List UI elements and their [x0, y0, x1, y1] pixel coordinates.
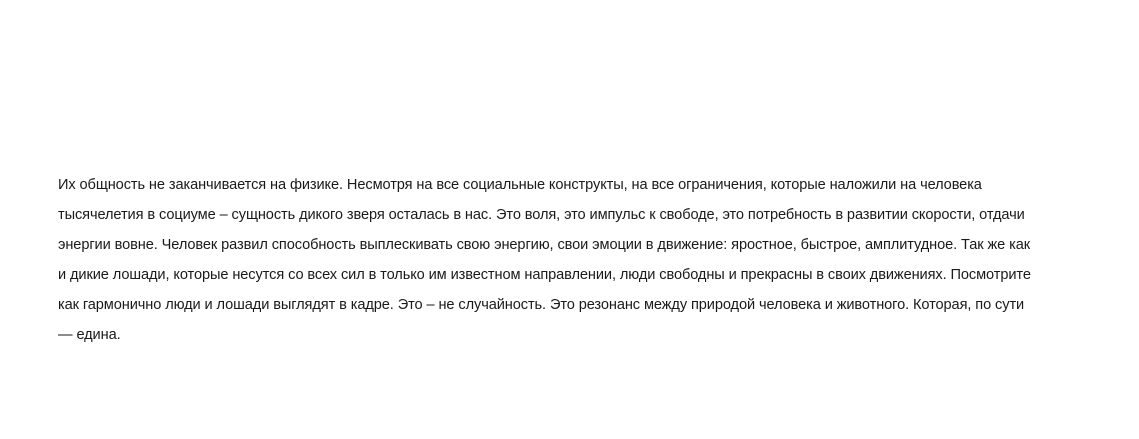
paragraph-line: как гармонично люди и лошади выглядят в кадре. Это – не случайность. Это резонанс между природой человека и животного. Которая, по сути	[58, 297, 1025, 313]
paragraph-line: — едина.	[58, 327, 121, 343]
body-paragraph	[58, 170, 1098, 350]
paragraph-line: энергии вовне. Человек развил способность выплескивать свою энергию, свои эмоции в движение: яростное, быстрое, амплитудное. Так же как	[58, 237, 1030, 253]
paragraph-line: тысячелетия в социуме – сущность дикого зверя осталась в нас. Это воля, это импульс к свободе, это потребность в развитии скорости, отдачи	[58, 207, 1025, 223]
paragraph-line: и дикие лошади, которые несутся со всех сил в только им известном направлении, люди свободны и прекрасны в своих движениях. Посмотрите	[58, 267, 1031, 283]
paragraph-line: Их общность не заканчивается на физике. Несмотря на все социальные конструкты, на все ограничения, которые наложили на человека	[58, 177, 982, 193]
